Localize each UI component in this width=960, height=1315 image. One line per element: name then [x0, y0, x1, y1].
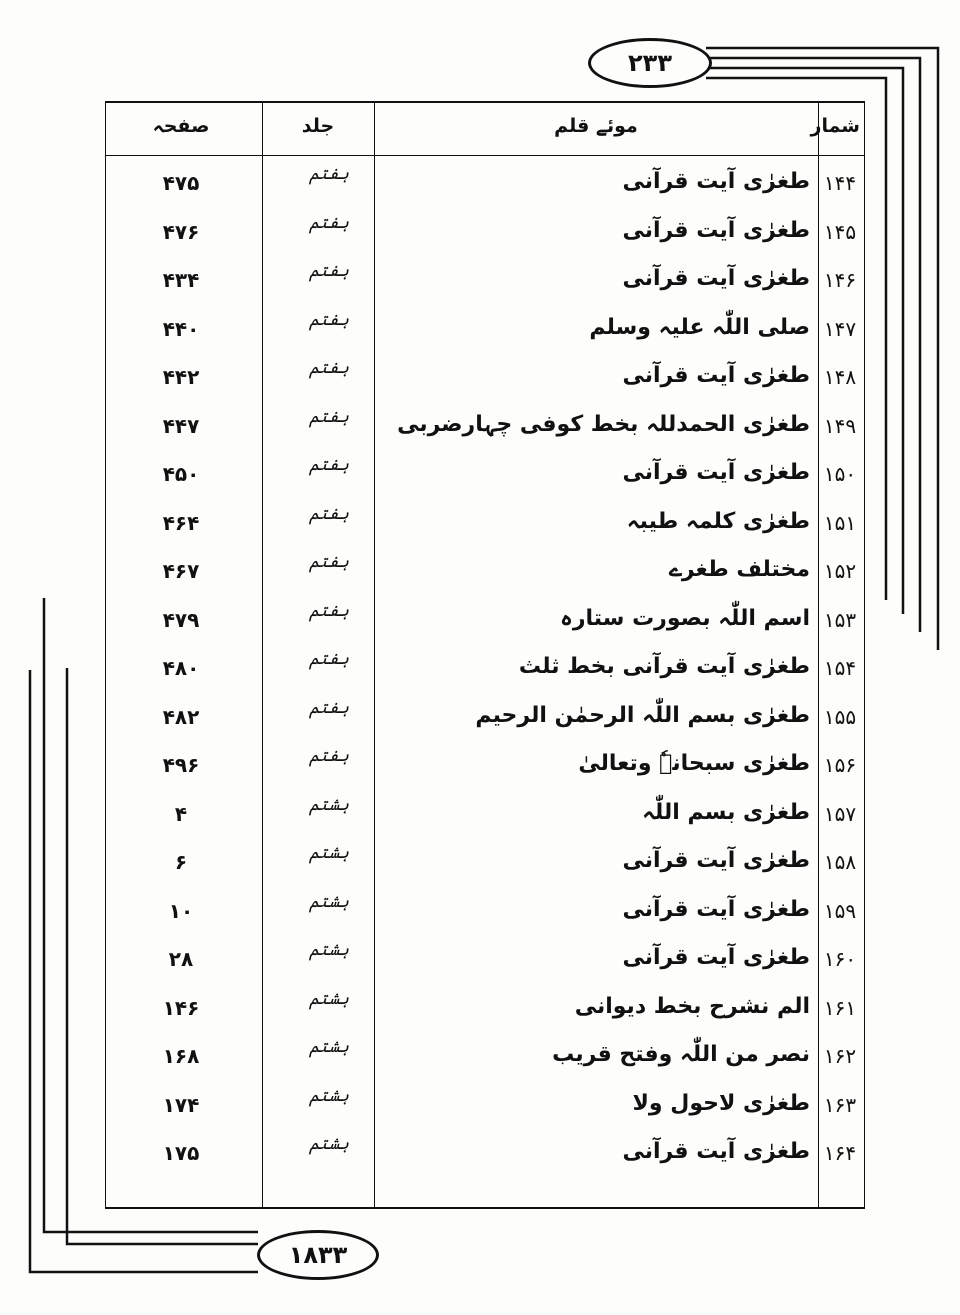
- volume-cell: ہشتم: [309, 1037, 349, 1057]
- volume-cell: ہشتم: [309, 1085, 349, 1106]
- title-cell: صلی اللّٰہ علیہ وسلم: [589, 314, 810, 340]
- table-row: [106, 1133, 864, 1181]
- volume-cell: ہشتم: [309, 940, 349, 960]
- serial-cell: ۱۴۸: [823, 365, 857, 389]
- page-cell: ۴۶۴: [162, 510, 200, 535]
- serial-cell: ۱۴۵: [823, 219, 857, 244]
- title-cell: طغرٰی آیت قرآنی: [622, 896, 810, 922]
- title-cell: طغرٰی بسم اللّٰہ: [642, 799, 810, 825]
- page-cell: ۴۵۰: [162, 462, 200, 486]
- serial-cell: ۱۶۰: [823, 947, 857, 971]
- serial-cell: ۱۵۴: [823, 656, 857, 680]
- title-cell: طغرٰی الحمدللہ بخط کوفی چہارضربی: [397, 411, 810, 437]
- serial-cell: ۱۶۴: [823, 1141, 857, 1165]
- volume-cell: ہفتم: [309, 600, 349, 621]
- title-cell: طغرٰی کلمہ طیبہ: [626, 508, 810, 534]
- serial-cell: ۱۴۹: [823, 413, 857, 438]
- serial-cell: ۱۶۱: [823, 995, 857, 1020]
- page-cell: ۴۷۶: [162, 219, 200, 244]
- table-row: [106, 357, 864, 405]
- table-row: [106, 309, 864, 357]
- volume-cell: ہشتم: [309, 843, 349, 863]
- volume-cell: ہفتم: [309, 455, 349, 475]
- table-row: [106, 503, 864, 551]
- serial-cell: ۱۶۳: [823, 1092, 857, 1117]
- top-page-number-text: ۲۳۳: [628, 49, 672, 77]
- page-cell: ۴۴۷: [162, 413, 200, 438]
- title-cell: طغرٰی آیت قرآنی بخط ثلث: [518, 654, 810, 679]
- serial-cell: ۱۵۹: [823, 898, 857, 923]
- title-cell: طغرٰی آیت قرآنی: [622, 266, 810, 291]
- page-cell: ۴۴۰: [162, 316, 200, 341]
- top-page-number: [588, 38, 712, 88]
- title-cell: طغرٰی آیت قرآنی: [622, 169, 810, 194]
- volume-cell: ہشتم: [309, 794, 349, 815]
- serial-cell: ۱۵۲: [823, 559, 857, 583]
- title-cell: طغرٰی بسم اللّٰہ الرحمٰن الرحیم: [475, 702, 810, 728]
- serial-cell: ۱۴۷: [823, 316, 857, 341]
- table-row: [106, 406, 864, 454]
- serial-cell: ۱۴۶: [823, 268, 857, 292]
- bottom-page-number: [257, 1230, 379, 1280]
- title-cell: طغرٰی آیت قرآنی: [622, 945, 810, 970]
- volume-cell: ہشتم: [309, 891, 349, 912]
- volume-cell: ہفتم: [309, 164, 349, 184]
- header-title: موئے قلم: [554, 115, 638, 137]
- volume-cell: ہشتم: [309, 988, 349, 1009]
- bottom-page-number-text: ۱۸۳۳: [288, 1241, 348, 1269]
- table-row: [106, 260, 864, 308]
- serial-cell: ۱۵۸: [823, 850, 857, 874]
- page-cell: ۱۴۶: [162, 995, 200, 1020]
- title-cell: طغرٰی آیت قرآنی: [622, 1139, 810, 1164]
- volume-cell: ہفتم: [309, 746, 349, 766]
- volume-cell: ہفتم: [309, 406, 349, 427]
- volume-cell: ہفتم: [309, 212, 349, 233]
- header-serial: شمار: [810, 115, 860, 137]
- volume-cell: ہفتم: [309, 697, 349, 718]
- table-header: [106, 103, 864, 156]
- volume-cell: ہفتم: [309, 649, 349, 669]
- page-cell: ۱۷۴: [162, 1092, 200, 1117]
- serial-cell: ۱۵۰: [823, 462, 857, 486]
- page-cell: ۴۷۵: [162, 171, 200, 195]
- table-row: [106, 163, 864, 211]
- table-row: [106, 212, 864, 260]
- page-cell: ۱۶۸: [162, 1044, 200, 1068]
- serial-cell: ۱۶۲: [823, 1044, 857, 1068]
- table-row: [106, 1085, 864, 1133]
- serial-cell: ۱۵۶: [823, 753, 857, 777]
- page-cell: ۶: [174, 850, 188, 874]
- serial-cell: ۱۵۱: [823, 510, 857, 535]
- table-row: [106, 794, 864, 842]
- table-row: [106, 891, 864, 939]
- page-cell: ۲۸: [168, 947, 194, 971]
- volume-cell: ہشتم: [309, 1134, 349, 1154]
- title-cell: طغرٰی آیت قرآنی: [622, 217, 810, 243]
- title-cell: اسم اللّٰہ بصورت ستارہ: [559, 605, 810, 631]
- table-row: [106, 1036, 864, 1084]
- page-cell: ۴۷۹: [162, 607, 200, 632]
- volume-cell: ہفتم: [309, 552, 349, 572]
- table-row: [106, 600, 864, 648]
- table-row: [106, 842, 864, 890]
- volume-cell: ہفتم: [309, 503, 349, 524]
- title-cell: مختلف طغرے: [668, 557, 810, 582]
- title-cell: طغرٰی آیت قرآنی: [622, 848, 810, 873]
- serial-cell: ۱۵۷: [823, 801, 857, 826]
- title-cell: طغرٰی آیت قرآنی: [622, 363, 810, 388]
- serial-cell: ۱۵۳: [823, 607, 857, 632]
- page-cell: ۴: [174, 801, 188, 826]
- page-cell: ۴۴۲: [162, 365, 200, 389]
- title-cell: طغرٰی سبحانہٗ وتعالیٰ: [578, 751, 810, 776]
- page-cell: ۴۸۰: [162, 656, 200, 680]
- table-row: [106, 988, 864, 1036]
- page-cell: ۴۶۷: [162, 559, 200, 583]
- serial-cell: ۱۴۴: [823, 171, 857, 195]
- table-row: [106, 697, 864, 745]
- table-row: [106, 745, 864, 793]
- title-cell: طغرٰی آیت قرآنی: [622, 460, 810, 485]
- serial-cell: ۱۵۵: [823, 704, 857, 729]
- table-row: [106, 648, 864, 696]
- index-table: [105, 101, 865, 1209]
- header-page: صفحہ: [152, 115, 210, 137]
- page-cell: ۴۹۶: [162, 753, 200, 777]
- page-cell: ۴۸۲: [162, 704, 200, 729]
- volume-cell: ہفتم: [309, 309, 349, 330]
- table-row: [106, 939, 864, 987]
- page-cell: ۱۰: [168, 898, 194, 923]
- volume-cell: ہفتم: [309, 358, 349, 378]
- table-row: [106, 551, 864, 599]
- title-cell: الم نشرح بخط دیوانی: [574, 993, 810, 1019]
- page-cell: ۱۷۵: [162, 1141, 200, 1165]
- page-cell: ۴۳۴: [162, 268, 200, 292]
- title-cell: طغرٰی لاحول ولا: [632, 1090, 810, 1116]
- header-volume: جلد: [301, 115, 335, 137]
- title-cell: نصر من اللّٰہ وفتح قریب: [552, 1042, 810, 1067]
- table-row: [106, 454, 864, 502]
- volume-cell: ہفتم: [309, 261, 349, 281]
